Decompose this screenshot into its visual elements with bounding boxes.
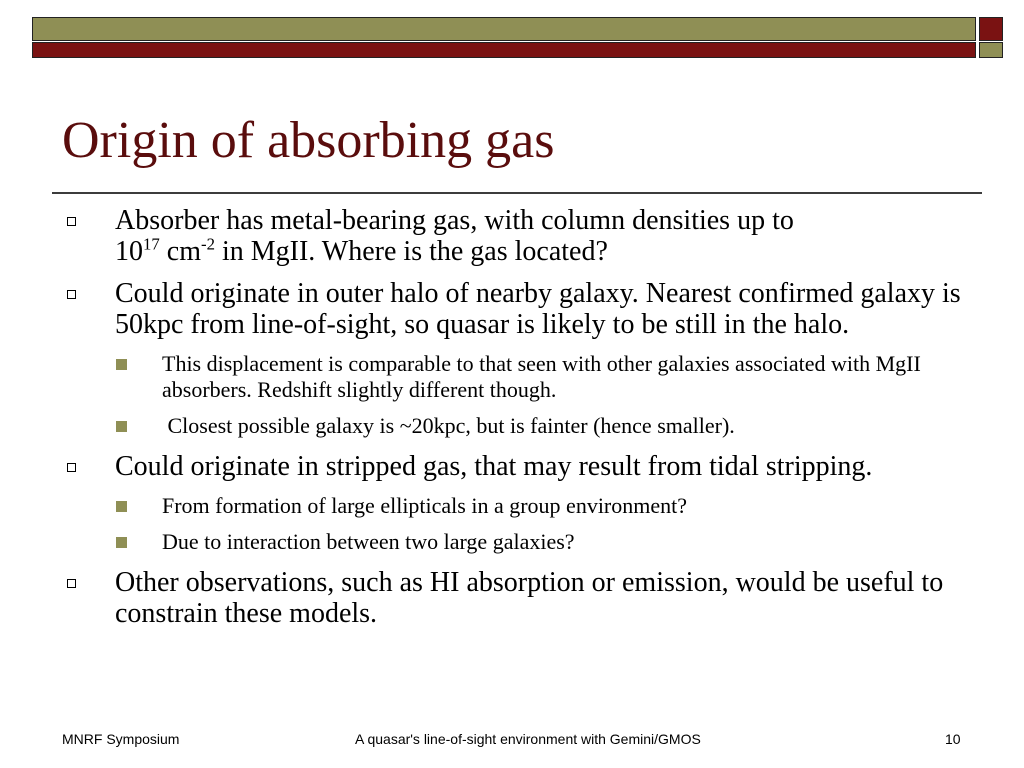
sub-bullet-2-1: [162, 351, 967, 403]
hollow-square-bullet-icon: [67, 290, 76, 299]
filled-square-bullet-icon: [116, 359, 127, 370]
hollow-square-bullet-icon: [67, 217, 76, 226]
hollow-square-bullet-icon: [67, 463, 76, 472]
bullet-3: [62, 451, 967, 482]
bullet-3-text: Could originate in stripped gas, that may result from tidal stripping.: [115, 451, 873, 482]
sub-bullet-2-2-text: Closest possible galaxy is ~20kpc, but is fainter (hence smaller).: [162, 413, 735, 438]
bullet-2-text: Could originate in outer halo of nearby galaxy. Nearest confirmed galaxy is 50kpc from line-of-sight, so quasar is likely to be still in the halo.: [115, 278, 961, 340]
sub-bullet-3-1: [162, 493, 967, 519]
bullet-1-rest: in MgII. Where is the gas located?: [214, 236, 608, 267]
bullet-1-line-a: Absorber has metal-bearing gas, with column densities up to: [115, 205, 794, 236]
bullet-1-exp2: -2: [201, 234, 215, 254]
slide-body: [62, 205, 967, 640]
bullet-1-unit: cm: [159, 236, 201, 267]
sub-bullet-2-2: [162, 413, 967, 439]
header-olive-bar: [32, 17, 976, 41]
slide-title: Origin of absorbing gas: [62, 112, 555, 169]
hollow-square-bullet-icon: [67, 579, 76, 588]
bullet-4: [62, 567, 967, 629]
sub-bullet-3-2: [162, 529, 967, 555]
sub-bullet-3-1-text: From formation of large ellipticals in a group environment?: [162, 493, 688, 518]
bullet-1: [62, 205, 967, 267]
bullet-1-exp1: 17: [143, 234, 160, 254]
sub-bullet-2-1-text: This displacement is comparable to that seen with other galaxies associated with MgII absorbers. Redshift slightly different though.: [162, 351, 921, 402]
title-divider: [52, 192, 982, 194]
filled-square-bullet-icon: [116, 501, 127, 512]
slide-number: 10: [945, 731, 961, 747]
sub-bullet-3-2-text: Due to interaction between two large galaxies?: [162, 529, 575, 554]
footer-center: A quasar's line-of-sight environment with Gemini/GMOS: [355, 731, 701, 747]
footer-left: MNRF Symposium: [62, 731, 180, 747]
header-maroon-square: [979, 17, 1003, 41]
bullet-4-text: Other observations, such as HI absorption or emission, would be useful to constrain these models.: [115, 567, 944, 629]
filled-square-bullet-icon: [116, 537, 127, 548]
header-olive-square: [979, 42, 1003, 58]
bullet-2: [62, 278, 967, 340]
filled-square-bullet-icon: [116, 421, 127, 432]
header-maroon-bar: [32, 42, 976, 58]
bullet-1-base: 10: [115, 236, 143, 267]
